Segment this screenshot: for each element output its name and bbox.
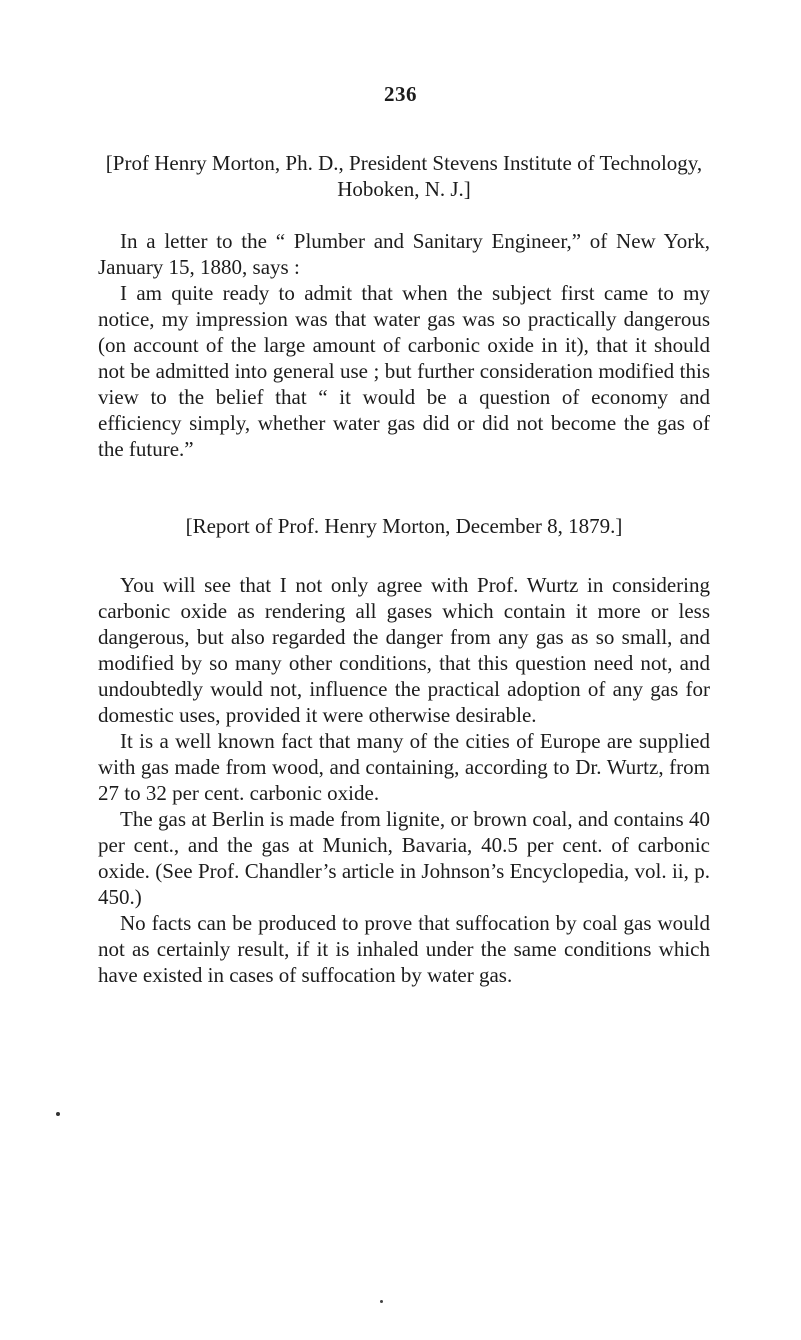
report-heading-text: [Report of Prof. Henry Morton, December 8, 1879.] xyxy=(185,514,623,538)
report-paragraph: You will see that I not only agree with Prof. Wurtz in considering carbonic oxide as rendering all gases which contain it more or less dangerous, but also regarded the danger from any gas as so small, and modified by so many other conditions, that this question need not, and undoubtedly would not, influence the practical adoption of any gas for domestic uses, provided it were otherwise desirable. xyxy=(98,573,710,727)
report-body xyxy=(98,572,710,988)
report-paragraph: It is a well known fact that many of the cities of Europe are supplied with gas made from wood, and containing, according to Dr. Wurtz, from 27 to 32 per cent. carbonic oxide. xyxy=(98,729,710,805)
author-heading-text: [Prof Henry Morton, Ph. D., President Stevens Institute of Technology, Hoboken, N. J.] xyxy=(105,151,703,201)
letter-quote: I am quite ready to admit that when the subject first came to my notice, my impression was that water gas was so practically dangerous (on account of the large amount of carbonic oxide in it), that it should not be admitted into general use ; but further consideration modified this view to the belief that “ it would be a question of economy and efficiency simply, whether water gas did or did not become the gas of the future.” xyxy=(98,281,710,461)
margin-mark xyxy=(56,1112,60,1116)
letter-intro: In a letter to the “ Plumber and Sanitary Engineer,” of New York, January 15, 1880, says : xyxy=(98,229,710,279)
report-paragraph: The gas at Berlin is made from lignite, or brown coal, and contains 40 per cent., and the gas at Munich, Bavaria, 40.5 per cent. of carbonic oxide. (See Prof. Chandler’s article in Johnson’s Encyclopedia, vol. ii, p. 450.) xyxy=(98,807,710,909)
margin-mark xyxy=(380,1300,383,1303)
report-heading xyxy=(98,513,710,539)
page-number: 236 xyxy=(384,82,417,106)
report-paragraph: No facts can be produced to prove that suffocation by coal gas would not as certainly result, if it is inhaled under the same conditions which have existed in cases of suffocation by water gas. xyxy=(98,911,710,987)
letter-section xyxy=(98,228,710,462)
author-heading xyxy=(98,150,710,202)
